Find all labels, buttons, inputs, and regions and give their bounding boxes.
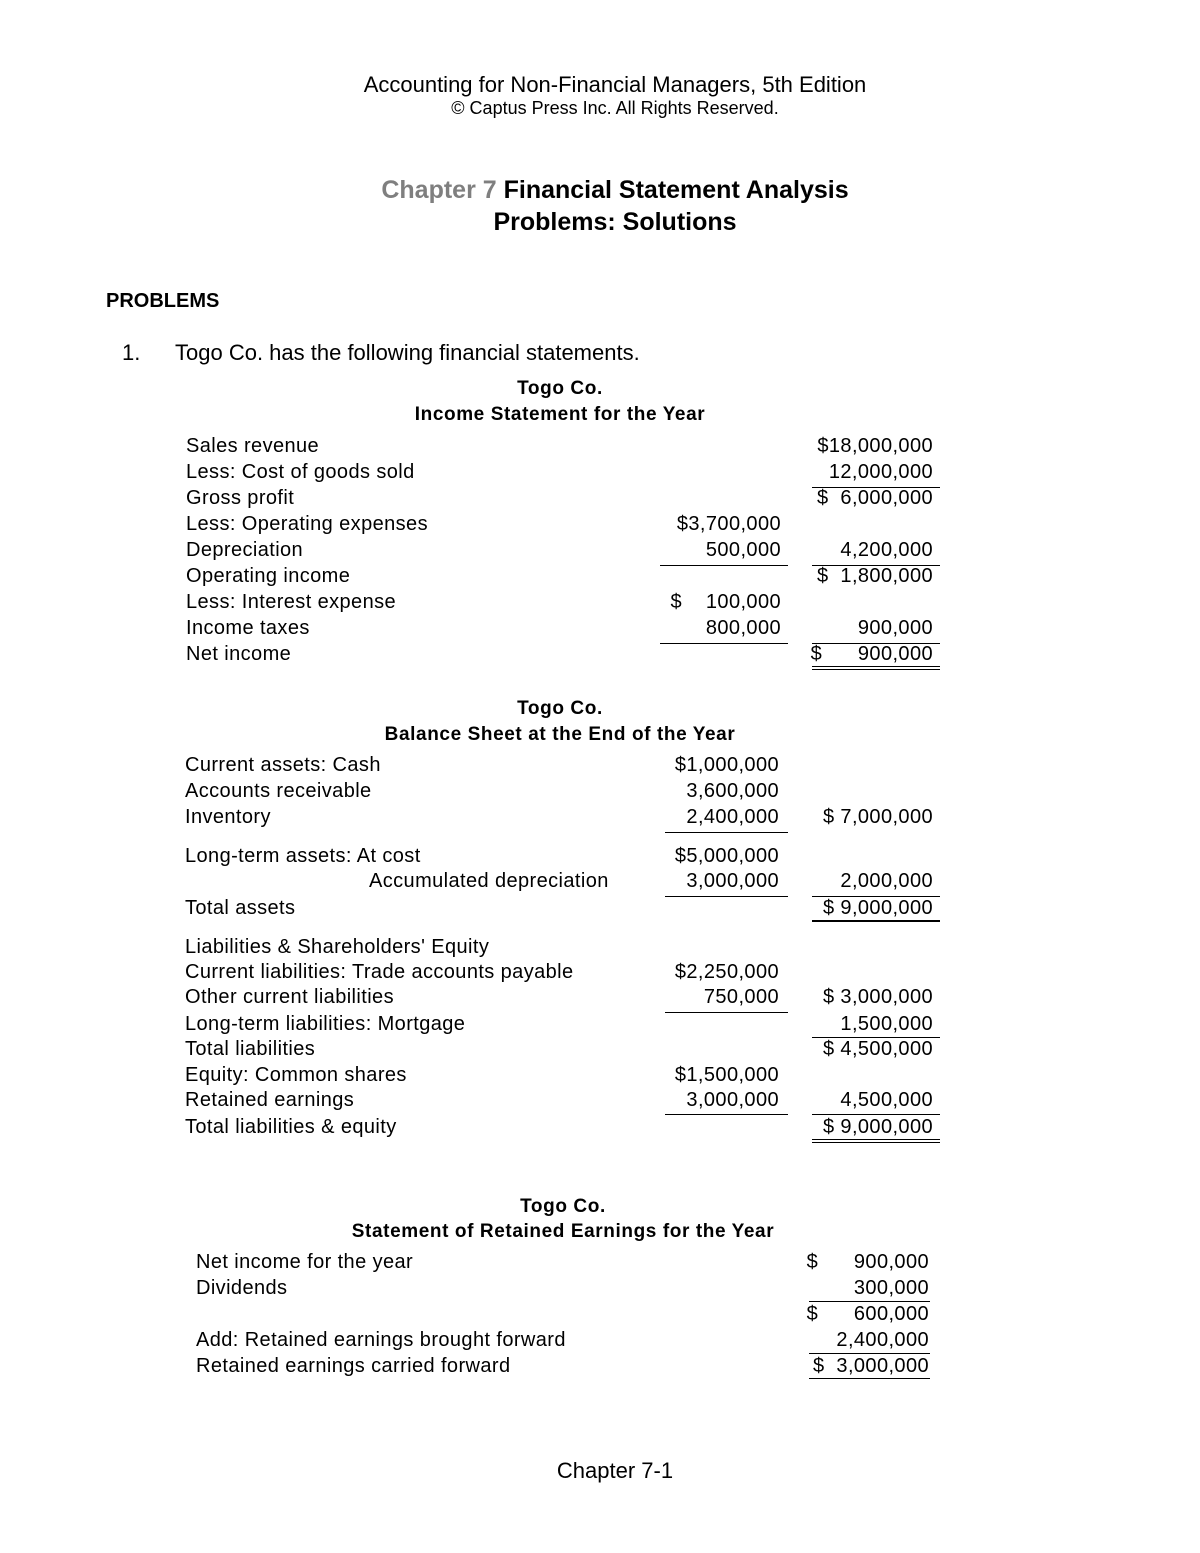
underline (665, 896, 788, 897)
re-label-brought-forward: Add: Retained earnings brought forward (196, 1329, 566, 1351)
question-text: Togo Co. has the following financial statements. (175, 340, 640, 365)
bs-label-total-liabilities-equity: Total liabilities & equity (185, 1116, 397, 1138)
copyright-notice: © Captus Press Inc. All Rights Reserved. (451, 98, 779, 118)
re-value-carried-forward: $ 3,000,000 (812, 1355, 929, 1377)
underline (809, 1301, 930, 1302)
is-total-depreciation: 4,200,000 (840, 539, 933, 561)
is-total-operating-income: $ 1,800,000 (816, 565, 933, 587)
double-underline (812, 666, 940, 667)
chapter-name: Financial Statement Analysis (503, 176, 849, 204)
is-total-sales-revenue: $18,000,000 (817, 435, 933, 457)
page-footer: Chapter 7-1 (556, 1458, 674, 1483)
underline (665, 1114, 788, 1115)
income-statement-title: Income Statement for the Year (414, 404, 706, 425)
double-underline (812, 669, 940, 670)
re-value-net-income: $ 900,000 (806, 1251, 929, 1273)
re-value-dividends: 300,000 (853, 1277, 929, 1299)
bs-label-at-cost: Long-term assets: At cost (185, 845, 421, 867)
bs-label-cash: Current assets: Cash (185, 754, 381, 776)
bs-total-equity: 4,500,000 (840, 1089, 933, 1111)
is-label-gross-profit: Gross profit (186, 487, 295, 509)
bs-label-accumulated-depreciation: Accumulated depreciation (369, 870, 609, 892)
bs-label-common-shares: Equity: Common shares (185, 1064, 407, 1086)
re-label-carried-forward: Retained earnings carried forward (196, 1355, 511, 1377)
chapter-title (0, 176, 1200, 205)
is-total-net-income: $ 900,000 (810, 643, 933, 665)
bs-label-trade-accounts-payable: Current liabilities: Trade accounts payable (185, 961, 574, 983)
bs-value-common-shares: $1,500,000 (674, 1064, 779, 1086)
is-label-cogs: Less: Cost of goods sold (186, 461, 415, 483)
page-subtitle: Problems: Solutions (493, 208, 737, 236)
retained-earnings-company: Togo Co. (520, 1196, 606, 1217)
bs-value-trade-accounts-payable: $2,250,000 (674, 961, 779, 983)
is-total-cogs: 12,000,000 (828, 461, 933, 483)
section-heading: PROBLEMS (106, 290, 220, 312)
question-number: 1. (122, 340, 141, 365)
bs-total-current-liabilities: $ 3,000,000 (822, 986, 933, 1008)
bs-label-inventory: Inventory (185, 806, 271, 828)
re-value-subtotal: $ 600,000 (806, 1303, 929, 1325)
bs-value-other-current-liabilities: 750,000 (703, 986, 779, 1008)
re-value-brought-forward: 2,400,000 (836, 1329, 929, 1351)
bs-label-retained-earnings: Retained earnings (185, 1089, 355, 1111)
thick-underline (812, 920, 940, 922)
balance-sheet-title: Balance Sheet at the End of the Year (384, 724, 736, 745)
is-label-sales-revenue: Sales revenue (186, 435, 320, 457)
is-total-income-taxes: 900,000 (857, 617, 933, 639)
is-total-gross-profit: $ 6,000,000 (816, 487, 933, 509)
bs-total-long-term-assets: 2,000,000 (840, 870, 933, 892)
is-label-depreciation: Depreciation (186, 539, 304, 561)
double-underline (812, 1139, 940, 1140)
bs-label-total-liabilities: Total liabilities (185, 1038, 316, 1060)
is-label-net-income: Net income (186, 643, 292, 665)
bs-total-current-assets: $ 7,000,000 (822, 806, 933, 828)
underline (809, 1353, 930, 1354)
bs-total-mortgage: 1,500,000 (840, 1013, 933, 1035)
is-value-interest-expense: $ 100,000 (670, 591, 781, 613)
bs-label-other-current-liabilities: Other current liabilities (185, 986, 394, 1008)
double-underline (812, 1142, 940, 1143)
bs-label-mortgage: Long-term liabilities: Mortgage (185, 1013, 466, 1035)
bs-value-cash: $1,000,000 (674, 754, 779, 776)
is-label-interest-expense: Less: Interest expense (186, 591, 397, 613)
is-value-income-taxes: 800,000 (705, 617, 781, 639)
re-label-net-income: Net income for the year (196, 1251, 414, 1273)
is-label-operating-expenses: Less: Operating expenses (186, 513, 428, 535)
is-value-depreciation: 500,000 (705, 539, 781, 561)
balance-sheet-company: Togo Co. (517, 698, 603, 719)
underline (660, 643, 788, 644)
bs-value-accumulated-depreciation: 3,000,000 (686, 870, 779, 892)
underline (665, 1012, 788, 1013)
retained-earnings-title: Statement of Retained Earnings for the Year (351, 1221, 775, 1242)
is-value-operating-expenses: $3,700,000 (676, 513, 781, 535)
bs-total-liabilities-equity: $ 9,000,000 (822, 1116, 933, 1138)
bs-total-liabilities: $ 4,500,000 (822, 1038, 933, 1060)
bs-total-assets: $ 9,000,000 (822, 897, 933, 919)
bs-label-total-assets: Total assets (185, 897, 296, 919)
double-underline (809, 1378, 930, 1379)
is-label-operating-income: Operating income (186, 565, 351, 587)
underline (812, 1114, 940, 1115)
bs-label-liabilities-equity: Liabilities & Shareholders' Equity (185, 936, 490, 958)
chapter-label: Chapter 7 (381, 176, 497, 204)
income-statement-company: Togo Co. (517, 378, 603, 399)
re-label-dividends: Dividends (196, 1277, 288, 1299)
underline (660, 565, 788, 566)
bs-value-retained-earnings: 3,000,000 (686, 1089, 779, 1111)
is-label-income-taxes: Income taxes (186, 617, 310, 639)
bs-value-accounts-receivable: 3,600,000 (686, 780, 779, 802)
book-title: Accounting for Non-Financial Managers, 5th Edition (363, 72, 867, 97)
underline (665, 832, 788, 833)
bs-value-at-cost: $5,000,000 (674, 845, 779, 867)
bs-value-inventory: 2,400,000 (686, 806, 779, 828)
bs-label-accounts-receivable: Accounts receivable (185, 780, 372, 802)
